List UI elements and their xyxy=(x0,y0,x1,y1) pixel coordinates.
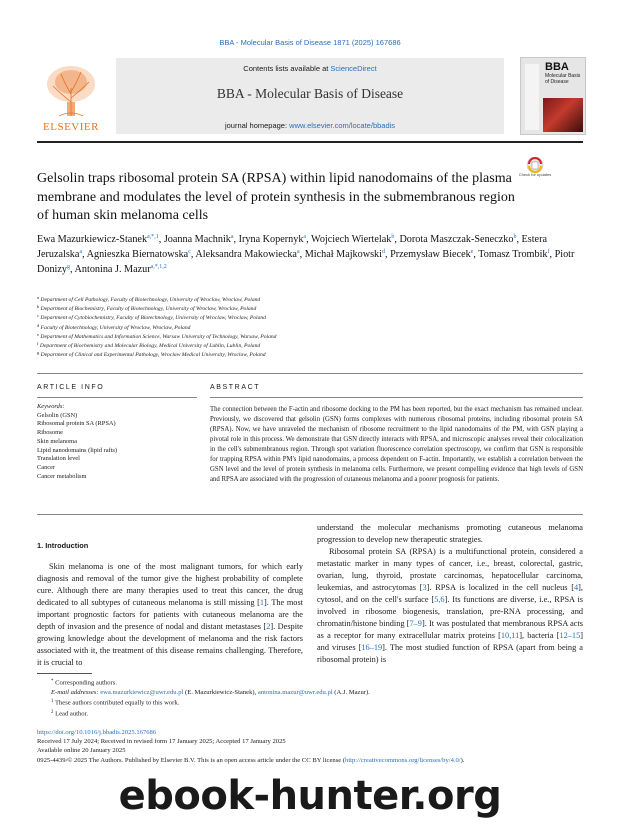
author-affiliation-marker[interactable]: a,*,1,2 xyxy=(150,263,167,270)
affiliation-text: Faculty of Biotechnology, University of Wroclaw, Wroclaw, Poland xyxy=(39,324,191,331)
author[interactable] xyxy=(311,234,394,245)
keyword-item: Translation level xyxy=(37,455,80,463)
ref-link-4[interactable]: 4 xyxy=(573,583,579,592)
available-online: Available online 20 January 2025 xyxy=(37,747,126,755)
keywords-block xyxy=(37,403,197,481)
author-name: Tomasz Trombik xyxy=(478,248,548,260)
abstract-bottom-rule xyxy=(37,514,583,515)
author-affiliation-marker[interactable]: g xyxy=(67,263,70,270)
author-affiliation-marker[interactable]: e xyxy=(470,248,474,255)
ref-link-7-9[interactable]: 7–9 xyxy=(409,619,422,628)
author[interactable] xyxy=(239,234,306,245)
doi-link[interactable]: https://doi.org/10.1016/j.bbadis.2025.167686 xyxy=(37,729,157,736)
text-run: ]. Despite growing knowledge about the development of melanoma and the risk factors associated with it, the treatment of this disease remains challenging. Therefore, it is crucial to xyxy=(37,622,303,667)
author-affiliation-marker[interactable]: a xyxy=(230,234,234,240)
body-column-right xyxy=(317,522,583,666)
author-name: Piotr Donizy xyxy=(37,248,575,275)
author-name: Estera Jeruzalska xyxy=(37,234,547,260)
author-affiliation-marker[interactable]: b xyxy=(391,234,395,240)
author[interactable] xyxy=(164,234,234,245)
text-run: ]. It was postulated that membranous RPSA acts as a receptor for many extracellular matrix proteins [ xyxy=(317,619,583,640)
author-affiliation-marker[interactable]: b xyxy=(513,234,517,240)
author-affiliation-marker[interactable]: d xyxy=(381,248,385,255)
affiliation-key: f xyxy=(37,341,39,347)
author[interactable] xyxy=(87,249,191,260)
footnote-marker: 1 xyxy=(51,699,54,705)
email-owner: (A.J. Mazur). xyxy=(332,688,370,696)
journal-cover-thumbnail xyxy=(520,57,586,135)
footnote-2 xyxy=(37,708,583,719)
intro-paragraph-1 xyxy=(37,561,303,669)
text-run: Ribosomal protein SA (RPSA) is a multifunctional protein, considered a metastatic marker in many types of cancer, i.e., breast, colorectal, gastric, ovarian, lung, thyroid, prostate carcinomas, hepatocellular carcinoma, leukemias, and astrocytomas [ xyxy=(317,547,583,592)
ref-link-3[interactable]: 3 xyxy=(422,583,427,592)
affiliation-key: b xyxy=(37,304,40,310)
text-run: ]. The most studied function of RPSA (apart from being a ribosomal protein) is xyxy=(317,643,583,664)
keyword-item: Cancer metabolism xyxy=(37,472,87,480)
email-label: E-mail addresses: xyxy=(51,688,101,696)
homepage-link[interactable]: www.elsevier.com/locate/bbadis xyxy=(289,121,396,130)
body-column-left xyxy=(37,561,303,669)
text-run: ], cytosol, and on the cell's surface [ xyxy=(317,583,583,604)
keyword-item: Skin melanoma xyxy=(37,437,77,445)
footnote-corresponding xyxy=(37,677,583,688)
affiliation-item xyxy=(37,333,587,342)
cover-title: Molecular Basis of Disease xyxy=(545,73,581,85)
check-for-updates-label: Check for updates xyxy=(518,172,552,177)
footnote-marker: * xyxy=(51,679,54,684)
homepage-line xyxy=(116,121,504,130)
article-info-rule xyxy=(37,397,197,398)
text-run: ]. RPSA is localized in the cell nucleus [ xyxy=(426,583,574,592)
license-text: 0925-4439/© 2025 The Authors. Published by Elsevier B.V. This is an open access article under the CC BY license ( xyxy=(37,756,346,764)
homepage-prefix: journal homepage: xyxy=(224,121,290,130)
footnotes xyxy=(37,677,583,719)
abstract-heading: ABSTRACT xyxy=(210,384,261,391)
author-name: Przemysław Biecek xyxy=(390,248,471,260)
affiliation-item xyxy=(37,314,587,323)
author-name: Dorota Maszczak-Seneczko xyxy=(399,234,514,245)
keyword-item: Cancer xyxy=(37,463,56,471)
author-list: Ewa Mazurkiewicz-Stanek$^{a,*,1}$, Joanna Machnik$^a$, Iryna Kopernyk$^a$, Wojciech Wiertelak$^b$, Dorota Maszczak-Seneczko$^b$, Estera Jeruzalska$^a$, Agnieszka Biernatowska$^c$, Aleksandra Makowiecka$^a$, Michał Majkowski$^d$, Przemysław Biecek$^e$, Tomasz Trombik$^f$, Piotr Donizy$^g$, Antonina J. Mazur$^{a,*,1,2}$ xyxy=(37,234,575,275)
article-meta xyxy=(37,728,583,765)
footnote-rule xyxy=(37,673,92,674)
footnote-emails xyxy=(37,688,583,697)
journal-name: BBA - Molecular Basis of Disease xyxy=(216,86,404,101)
text-run: ]. Its functions are diverse, i.e., RPSA is involved in ribosome biogenesis, translation, pre-RNA processing, and chromatin/histone binding [ xyxy=(317,595,584,628)
intro-paragraph-1-continued: understand the molecular mechanisms promoting cutaneous melanoma progression to develop new therapeutic strategies. xyxy=(317,523,583,544)
text-run: Skin melanoma is one of the most malignant tumors, for which early diagnosis and removal of the tumor give the highest probability of complete cure. Although there are many therapies used to treat this cancer, the drug dedicated to all subtypes of cutaneous melanoma is still missing [ xyxy=(37,562,303,607)
author[interactable] xyxy=(37,234,159,245)
affiliation-text: Department of Biochemistry, Faculty of Biotechnology, University of Wroclaw, Wroclaw, Poland xyxy=(39,306,257,313)
author-affiliation-marker[interactable]: a xyxy=(296,248,300,255)
affiliation-text: Department of Cell Pathology, Faculty of Biotechnology, University of Wroclaw, Wroclaw, Poland xyxy=(39,297,261,303)
abstract-rule xyxy=(210,397,583,398)
affiliation-key: d xyxy=(37,322,40,328)
author-affiliation-marker[interactable]: a xyxy=(303,234,307,240)
author[interactable] xyxy=(478,249,549,260)
author[interactable] xyxy=(399,234,516,245)
ref-link-5-6[interactable]: 5,6 xyxy=(434,595,445,604)
email-link-1[interactable]: ewa.mazurkiewicz@uwr.edu.pl xyxy=(100,688,184,696)
author-affiliation-marker[interactable]: f xyxy=(547,248,550,255)
author-name: Agnieszka Biernatowska xyxy=(86,248,189,260)
affiliation-key: c xyxy=(37,313,39,319)
keyword-item: Gelsolin (GSN) xyxy=(37,411,78,419)
text-run: ]. The most important prognostic factors for patients with cutaneous melanoma are the depth of invasion and the presence of nodal and distant metastases [ xyxy=(37,598,303,631)
introduction-heading: 1. Introduction xyxy=(37,541,89,550)
ref-link-2[interactable]: 2 xyxy=(266,622,271,631)
contents-prefix: Contents lists available at xyxy=(243,64,331,73)
cover-side-strip xyxy=(525,64,539,130)
ref-link-1[interactable]: 1 xyxy=(259,598,265,607)
watermark-text: ebook-hunter.org xyxy=(118,773,502,819)
contents-line xyxy=(116,64,504,73)
ref-link-16-19[interactable]: 16–19 xyxy=(361,643,383,652)
affiliation-item xyxy=(37,296,587,305)
keyword-item: Ribosome xyxy=(37,429,63,437)
sciencedirect-link[interactable]: ScienceDirect xyxy=(330,64,377,73)
affiliation-list xyxy=(37,296,587,360)
license-text: ). xyxy=(460,756,465,764)
author-name: Michał Majkowski xyxy=(304,248,382,260)
affiliation-text: Department of Mathematics and Information Science, Warsaw University of Technology, Warsaw, Poland xyxy=(39,333,277,340)
affiliation-item xyxy=(37,351,587,360)
author-name: Aleksandra Makowiecka xyxy=(195,248,297,260)
affiliation-key: a xyxy=(37,295,39,300)
keywords-list xyxy=(37,412,197,482)
footnote-text: Lead author. xyxy=(55,710,89,718)
author-name: Ewa Mazurkiewicz-Stanek xyxy=(37,234,148,245)
ref-link-10-11[interactable]: 10,11 xyxy=(500,631,520,640)
email-owner: (E. Mazurkiewicz-Stanek), xyxy=(183,688,258,696)
article-info-heading: ARTICLE INFO xyxy=(37,384,105,391)
author[interactable] xyxy=(390,249,473,260)
affiliation-text: Department of Clinical and Experimental Pathology, Wroclaw Medical University, Wroclaw, Poland xyxy=(39,352,266,359)
affiliation-rule xyxy=(37,373,583,374)
cover-bba-mark: BBA xyxy=(545,61,569,73)
author-name: Wojciech Wiertelak xyxy=(311,234,392,245)
author-affiliation-marker[interactable]: c xyxy=(188,248,191,255)
cover-artwork xyxy=(543,98,583,132)
keyword-item: Ribosomal protein SA (RPSA) xyxy=(37,420,116,428)
elsevier-wordmark: ELSEVIER xyxy=(43,121,99,133)
license-link[interactable]: http://creativecommons.org/licenses/by/4.0/ xyxy=(345,756,461,764)
footnote-marker: 2 xyxy=(51,710,54,716)
affiliation-item xyxy=(37,342,587,351)
affiliation-text: Department of Biochemistry and Molecular Biology, Medical University of Lublin, Lublin, Poland xyxy=(38,343,261,350)
intro-paragraph-2 xyxy=(317,546,583,666)
text-run: ] and viruses [ xyxy=(317,631,583,652)
author-name: Iryna Kopernyk xyxy=(238,234,304,245)
author-affiliation-marker[interactable]: a xyxy=(79,248,83,255)
keywords-label: Keywords: xyxy=(37,403,65,410)
affiliation-item xyxy=(37,324,587,333)
affiliation-text: Department of Cytobiochemistry, Faculty of Biotechnology, University of Wroclaw, Wroclaw, Poland xyxy=(39,315,266,322)
keyword-item: Lipid nanodomains (lipid rafts) xyxy=(37,446,118,454)
ref-link-12-15[interactable]: 12–15 xyxy=(559,631,581,640)
affiliation-key: g xyxy=(37,350,40,356)
article-title: Gelsolin traps ribosomal protein SA (RPSA) within lipid nanodomains of the plasma membrane and modulates the level of protein synthesis in the submembranous region of human skin melanoma cells xyxy=(37,171,515,223)
email-link-2[interactable]: antonina.mazur@uwr.edu.pl xyxy=(257,688,333,696)
journal-citation-link[interactable]: BBA - Molecular Basis of Disease 1871 (2025) 167686 xyxy=(219,38,401,47)
author[interactable] xyxy=(195,249,299,260)
footnote-text: Corresponding authors. xyxy=(55,679,117,687)
author[interactable] xyxy=(75,264,167,275)
header-rule xyxy=(37,141,583,143)
text-run: ], bacteria [ xyxy=(519,631,560,640)
author-name: Antonina J. Mazur xyxy=(74,263,151,275)
author[interactable] xyxy=(305,249,385,260)
affiliation-item xyxy=(37,305,587,314)
received-dates: Received 17 July 2024; Received in revised form 17 January 2025; Accepted 17 January 2025 xyxy=(37,738,286,746)
footnote-text: These authors contributed equally to this work. xyxy=(54,699,180,707)
footnote-1 xyxy=(37,697,583,708)
author-affiliation-marker[interactable]: a,*,1 xyxy=(147,234,159,240)
abstract-text: The connection between the F-actin and ribosome docking to the PM has been reported, but the exact mechanism has remained unclear. Previously, we discovered that gelsolin (GSN) forms complexes with numerous ribosomal proteins, including ribosomal protein SA (RPSA). Now, we have unraveled the mechanism of ribosome recruitment to the lipid nanodomains of the PM, with GSN playing a pivotal role in this process. We demonstrate that GSN directly interacts with RPSA, and microscopic analyses reveal their colocalization in the cell's submembranous region. Through spot variation fluorescence correlation spectroscopy, we confirm that GSN is responsible for trapping RPSA within PM's lipid nanodomains, a process dependent on F-actin. Importantly, we establish a correlation between the GSN level and the level of protein synthesis in melanoma cells. Furthermore, we present compelling evidence that high levels of GSN and RPSA are associated with the progression of cutaneous melanoma and a poorer prognosis for patients. xyxy=(210,406,583,483)
affiliation-key: e xyxy=(37,331,39,337)
author-name: Joanna Machnik xyxy=(163,234,231,245)
license-line xyxy=(37,756,583,765)
